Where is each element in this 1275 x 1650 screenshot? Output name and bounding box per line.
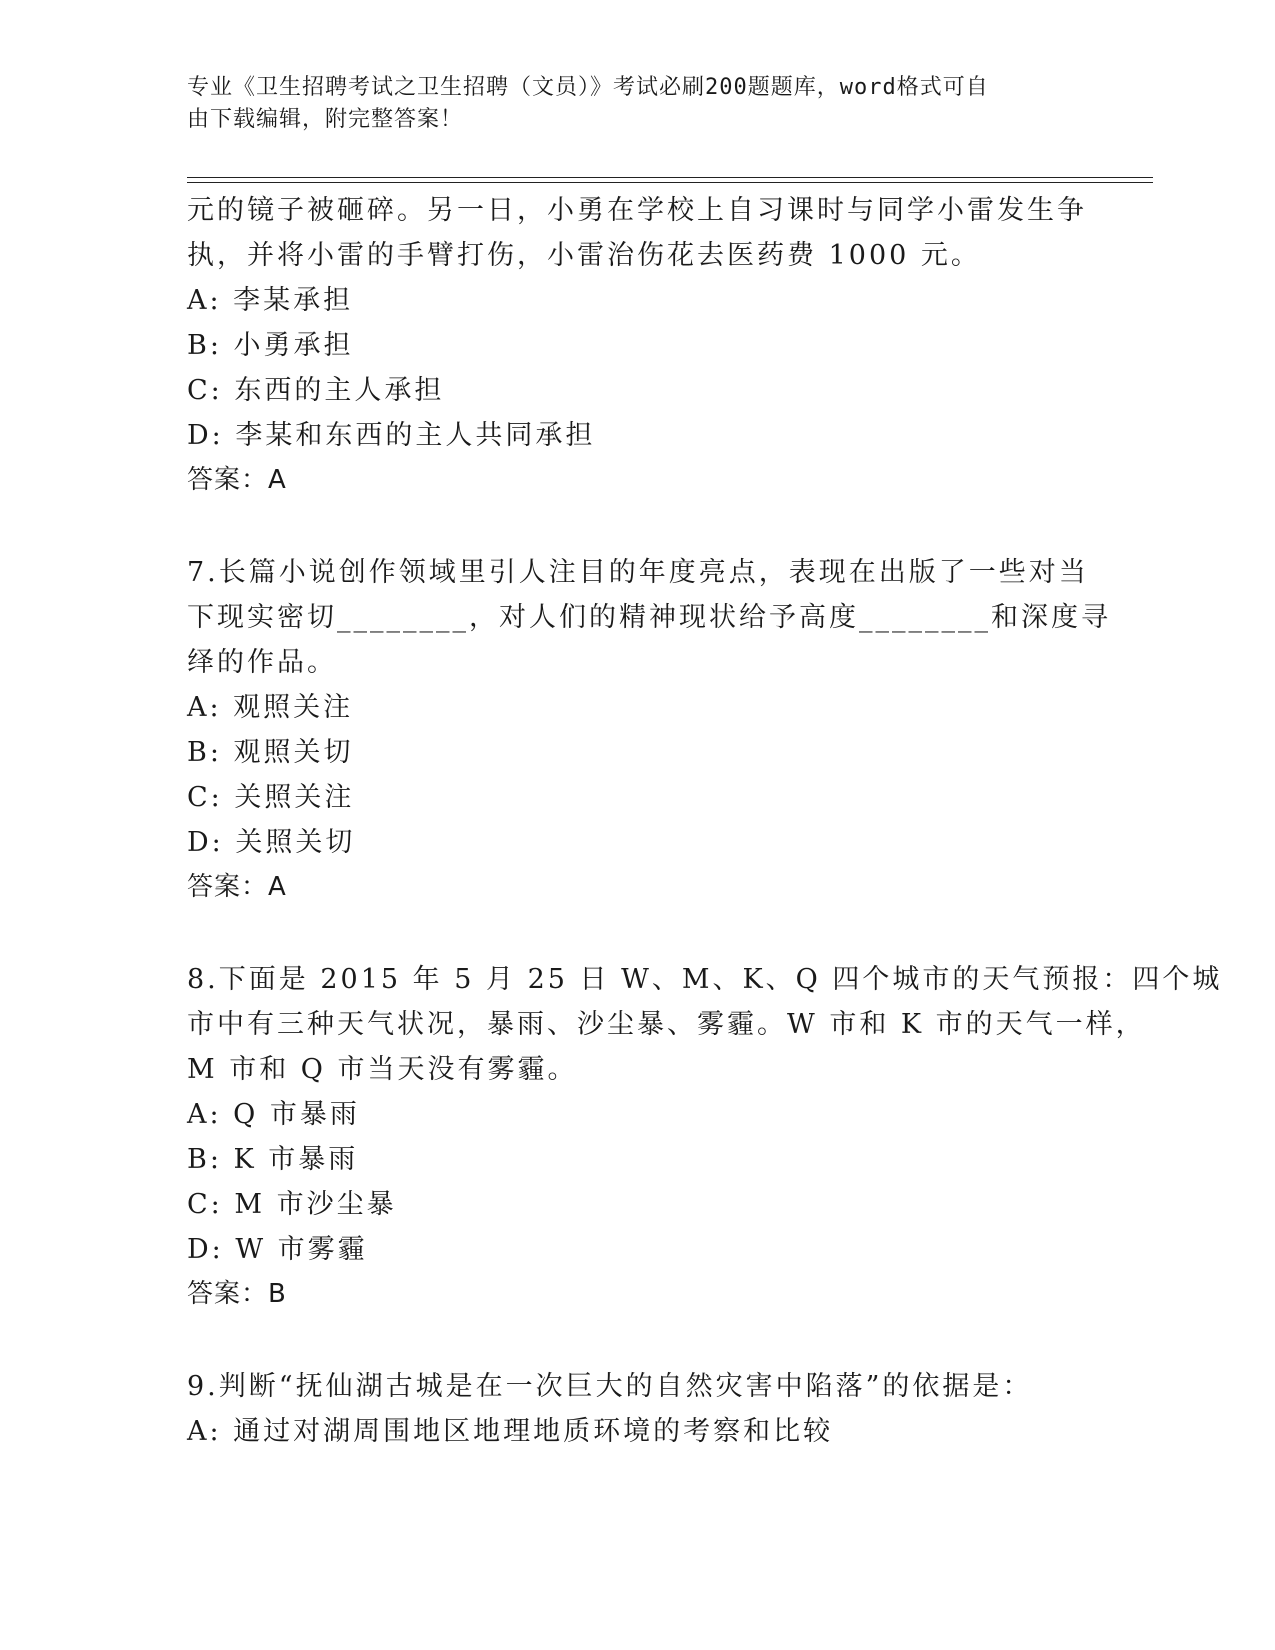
option-b: B: 观照关切	[187, 737, 354, 768]
question-stem-line: 执，并将小雷的手臂打伤，小雷治伤花去医药费 1000 元。	[187, 240, 981, 271]
question-stem-line: 元的镜子被砸碎。另一日，小勇在学校上自习课时与同学小雷发生争	[187, 195, 1087, 226]
question-stem-line: 8.下面是 2015 年 5 月 25 日 W、M、K、Q 四个城市的天气预报：四个城	[187, 964, 1223, 995]
question-6	[187, 188, 1087, 503]
option-d: D: 关照关切	[187, 827, 356, 858]
option-a: A: Q 市暴雨	[187, 1099, 360, 1130]
question-stem-line: 9.判断“抚仙湖古城是在一次巨大的自然灾害中陷落”的依据是：	[187, 1371, 1033, 1402]
document-header	[187, 72, 1057, 136]
answer-line: 答案：A	[187, 465, 287, 495]
question-stem-line: 7.长篇小说创作领域里引人注目的年度亮点，表现在出版了一些对当	[187, 557, 1089, 588]
header-rule-bottom	[187, 182, 1153, 183]
question-7	[187, 550, 1111, 910]
option-b: B: 小勇承担	[187, 330, 354, 361]
question-content	[187, 188, 1223, 1454]
option-b: B: K 市暴雨	[187, 1144, 359, 1175]
question-stem-line: 下现实密切________，对人们的精神现状给予高度________和深度寻	[187, 602, 1111, 633]
option-d: D: W 市雾霾	[187, 1234, 368, 1265]
option-c: C: 关照关注	[187, 782, 355, 813]
option-a: A: 李某承担	[187, 285, 354, 316]
header-line-1: 专业《卫生招聘考试之卫生招聘（文员）》考试必刷200题题库，word格式可自	[187, 75, 989, 100]
question-8	[187, 957, 1223, 1317]
question-stem-line: 绎的作品。	[187, 647, 337, 678]
option-a: A: 观照关注	[187, 692, 354, 723]
header-rule-top	[187, 177, 1153, 178]
question-stem-line: M 市和 Q 市当天没有雾霾。	[187, 1054, 578, 1085]
question-stem-line: 市中有三种天气状况，暴雨、沙尘暴、雾霾。W 市和 K 市的天气一样，	[187, 1009, 1146, 1040]
option-a: A: 通过对湖周围地区地理地质环境的考察和比较	[187, 1416, 834, 1447]
answer-line: 答案：A	[187, 872, 287, 902]
answer-line: 答案：B	[187, 1279, 287, 1309]
option-c: C: M 市沙尘暴	[187, 1189, 397, 1220]
header-line-2: 由下载编辑，附完整答案！	[187, 107, 464, 132]
option-d: D: 李某和东西的主人共同承担	[187, 420, 596, 451]
option-c: C: 东西的主人承担	[187, 375, 445, 406]
question-9	[187, 1364, 1087, 1454]
